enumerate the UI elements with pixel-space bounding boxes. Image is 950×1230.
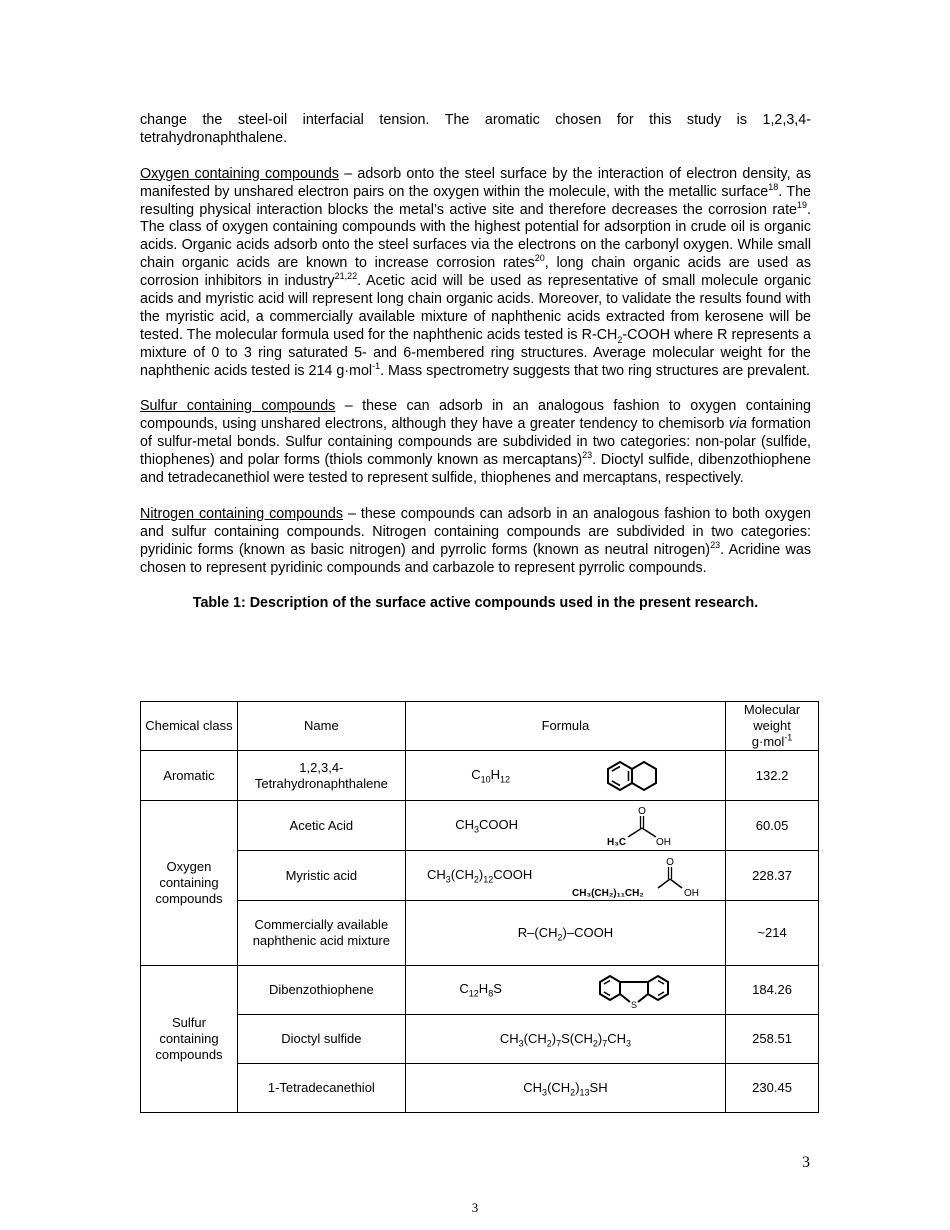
svg-text:CH₃(CH₂)₁₁CH₂: CH₃(CH₂)₁₁CH₂	[571, 887, 644, 898]
group-sulfur: Sulfur containing compounds	[141, 966, 238, 1113]
main-text	[140, 112, 811, 628]
header-mw: Molecular weight g·mol$^{-1}$	[726, 702, 819, 751]
formula-cell: $R-(CH_2)$–COOH	[405, 901, 725, 966]
acetic-acid-structure-icon	[606, 805, 676, 847]
heading-oxygen: Oxygen containing compounds	[140, 165, 339, 182]
table-row	[141, 966, 819, 1015]
paragraph-nitrogen: Nitrogen containing compounds – these compounds can adsorb in an analogous fashion to both oxygen and sulfur containing compounds. Nitrogen containing compounds are subdivided in two categories: pyridinic forms (known as basic nitrogen) and pyrrolic forms (known as neutral nitrogen)$^{23}$. Acridine was chosen to represent pyridinic compounds and carbazole to represent pyrrolic compounds.	[140, 505, 811, 576]
header-name: Name	[237, 702, 405, 751]
mw-value: ~214	[726, 901, 819, 966]
heading-sulfur: Sulfur containing compounds	[140, 398, 336, 415]
table-row	[141, 1064, 819, 1113]
mw-value: 132.2	[726, 751, 819, 801]
mw-value: 184.26	[726, 966, 819, 1015]
tetralin-structure-icon	[604, 759, 660, 793]
heading-nitrogen: Nitrogen containing compounds	[140, 505, 344, 522]
mw-value: 230.45	[726, 1064, 819, 1113]
compound-name: Dibenzothiophene	[237, 966, 405, 1015]
svg-text:H₃C: H₃C	[606, 836, 626, 847]
formula-text: $C_{12}H_8S$	[459, 981, 502, 1000]
compound-name: 1,2,3,4- Tetrahydronaphthalene	[237, 751, 405, 801]
paragraph-sulfur: Sulfur containing compounds – these can adsorb in an analogous fashion to oxygen containing compounds, using unshared electrons, although they have a greater tendency to chemisorb via formation of sulfur-metal bonds. Sulfur containing compounds are subdivided in two categories: non-polar (sulfide, thiophenes) and polar forms (thiols commonly known as mercaptans)$^{23}$. Dioctyl sulfide, dibenzothiophene and tetradecanethiol were tested to represent sulfide, thiophenes and mercaptans, respectively.	[140, 398, 811, 487]
svg-text:OH: OH	[655, 836, 671, 847]
table-row	[141, 851, 819, 901]
compound-name: Myristic acid	[237, 851, 405, 901]
table-row	[141, 751, 819, 801]
formula-cell	[405, 966, 725, 1015]
table-row	[141, 801, 819, 851]
compound-name: 1-Tetradecanethiol	[237, 1064, 405, 1113]
compound-name: Dioctyl sulfide	[237, 1015, 405, 1064]
page-number-center: 3	[471, 1200, 479, 1215]
compounds-table	[140, 701, 819, 1113]
paragraph-oxygen: Oxygen containing compounds – adsorb onto the steel surface by the interaction of electron density, as manifested by unshared electron pairs on the oxygen within the molecule, with the metallic surface$^{18}$. The resulting physical interaction blocks the metal’s active site and therefore decreases the corrosion rate$^{19}$. The class of oxygen containing compounds with the highest potential for adsorption in crude oil is organic acids. Organic acids adsorb onto the steel surfaces via the electrons on the carbonyl oxygen. While small chain organic acids are known to increase corrosion rates$^{20}$, long chain organic acids are used as corrosion inhibitors in industry$^{21,22}$. Acetic acid will be used as representative of small molecule organic acids and myristic acid will represent long chain organic acids. Moreover, to validate the results found with the myristic acid, a commercially available mixture of naphthenic acids extracted from kerosene will be tested. The molecular formula used for the naphthenic acids tested is $R-CH_2$-COOH where R represents a mixture of 0 to 3 ring saturated 5- and 6-membered ring structures. Average molecular weight for the naphthenic acids tested is 214 g·mol$^{-1}$. Mass spectrometry suggests that two ring structures are prevalent.	[140, 165, 811, 379]
formula-cell: $CH_3(CH_2)_7S(CH_2)_7CH_3$	[405, 1015, 725, 1064]
formula-text: $CH_3COOH$	[455, 816, 519, 835]
formula-cell	[405, 751, 725, 801]
svg-text:OH: OH	[683, 887, 699, 898]
header-class: Chemical class	[141, 702, 238, 751]
paragraph-intro-end: change the steel-oil interfacial tension. The aromatic chosen for this study is 1,2,3,4-tetrahydronaphthalene.	[140, 112, 811, 146]
mw-value: 228.37	[726, 851, 819, 901]
formula-cell: $CH_3(CH_2)_{13}SH$	[405, 1064, 725, 1113]
myristic-acid-structure-icon	[572, 854, 704, 898]
group-oxygen: Oxygen containing compounds	[141, 801, 238, 966]
mw-value: 60.05	[726, 801, 819, 851]
table-row	[141, 1015, 819, 1064]
formula-text: $C_{10}H_{12}$	[471, 766, 511, 785]
mw-value: 258.51	[726, 1015, 819, 1064]
header-formula: Formula	[405, 702, 725, 751]
formula-cell	[405, 801, 725, 851]
formula-text: $CH_3(CH_2)_{12}COOH$	[426, 866, 533, 885]
dibenzothiophene-structure-icon	[596, 970, 672, 1010]
compound-name: Acetic Acid	[237, 801, 405, 851]
formula-cell	[405, 851, 725, 901]
svg-text:S: S	[630, 1000, 637, 1010]
svg-text:O: O	[637, 805, 646, 817]
table-caption: Table 1: Description of the surface active compounds used in the present research.	[192, 594, 759, 611]
table-header-row	[141, 702, 819, 751]
compound-name: Commercially available naphthenic acid mixture	[237, 901, 405, 966]
svg-text:O: O	[666, 856, 674, 868]
group-aromatic: Aromatic	[141, 751, 238, 801]
page-number-right: 3	[802, 1154, 810, 1171]
table-row	[141, 901, 819, 966]
